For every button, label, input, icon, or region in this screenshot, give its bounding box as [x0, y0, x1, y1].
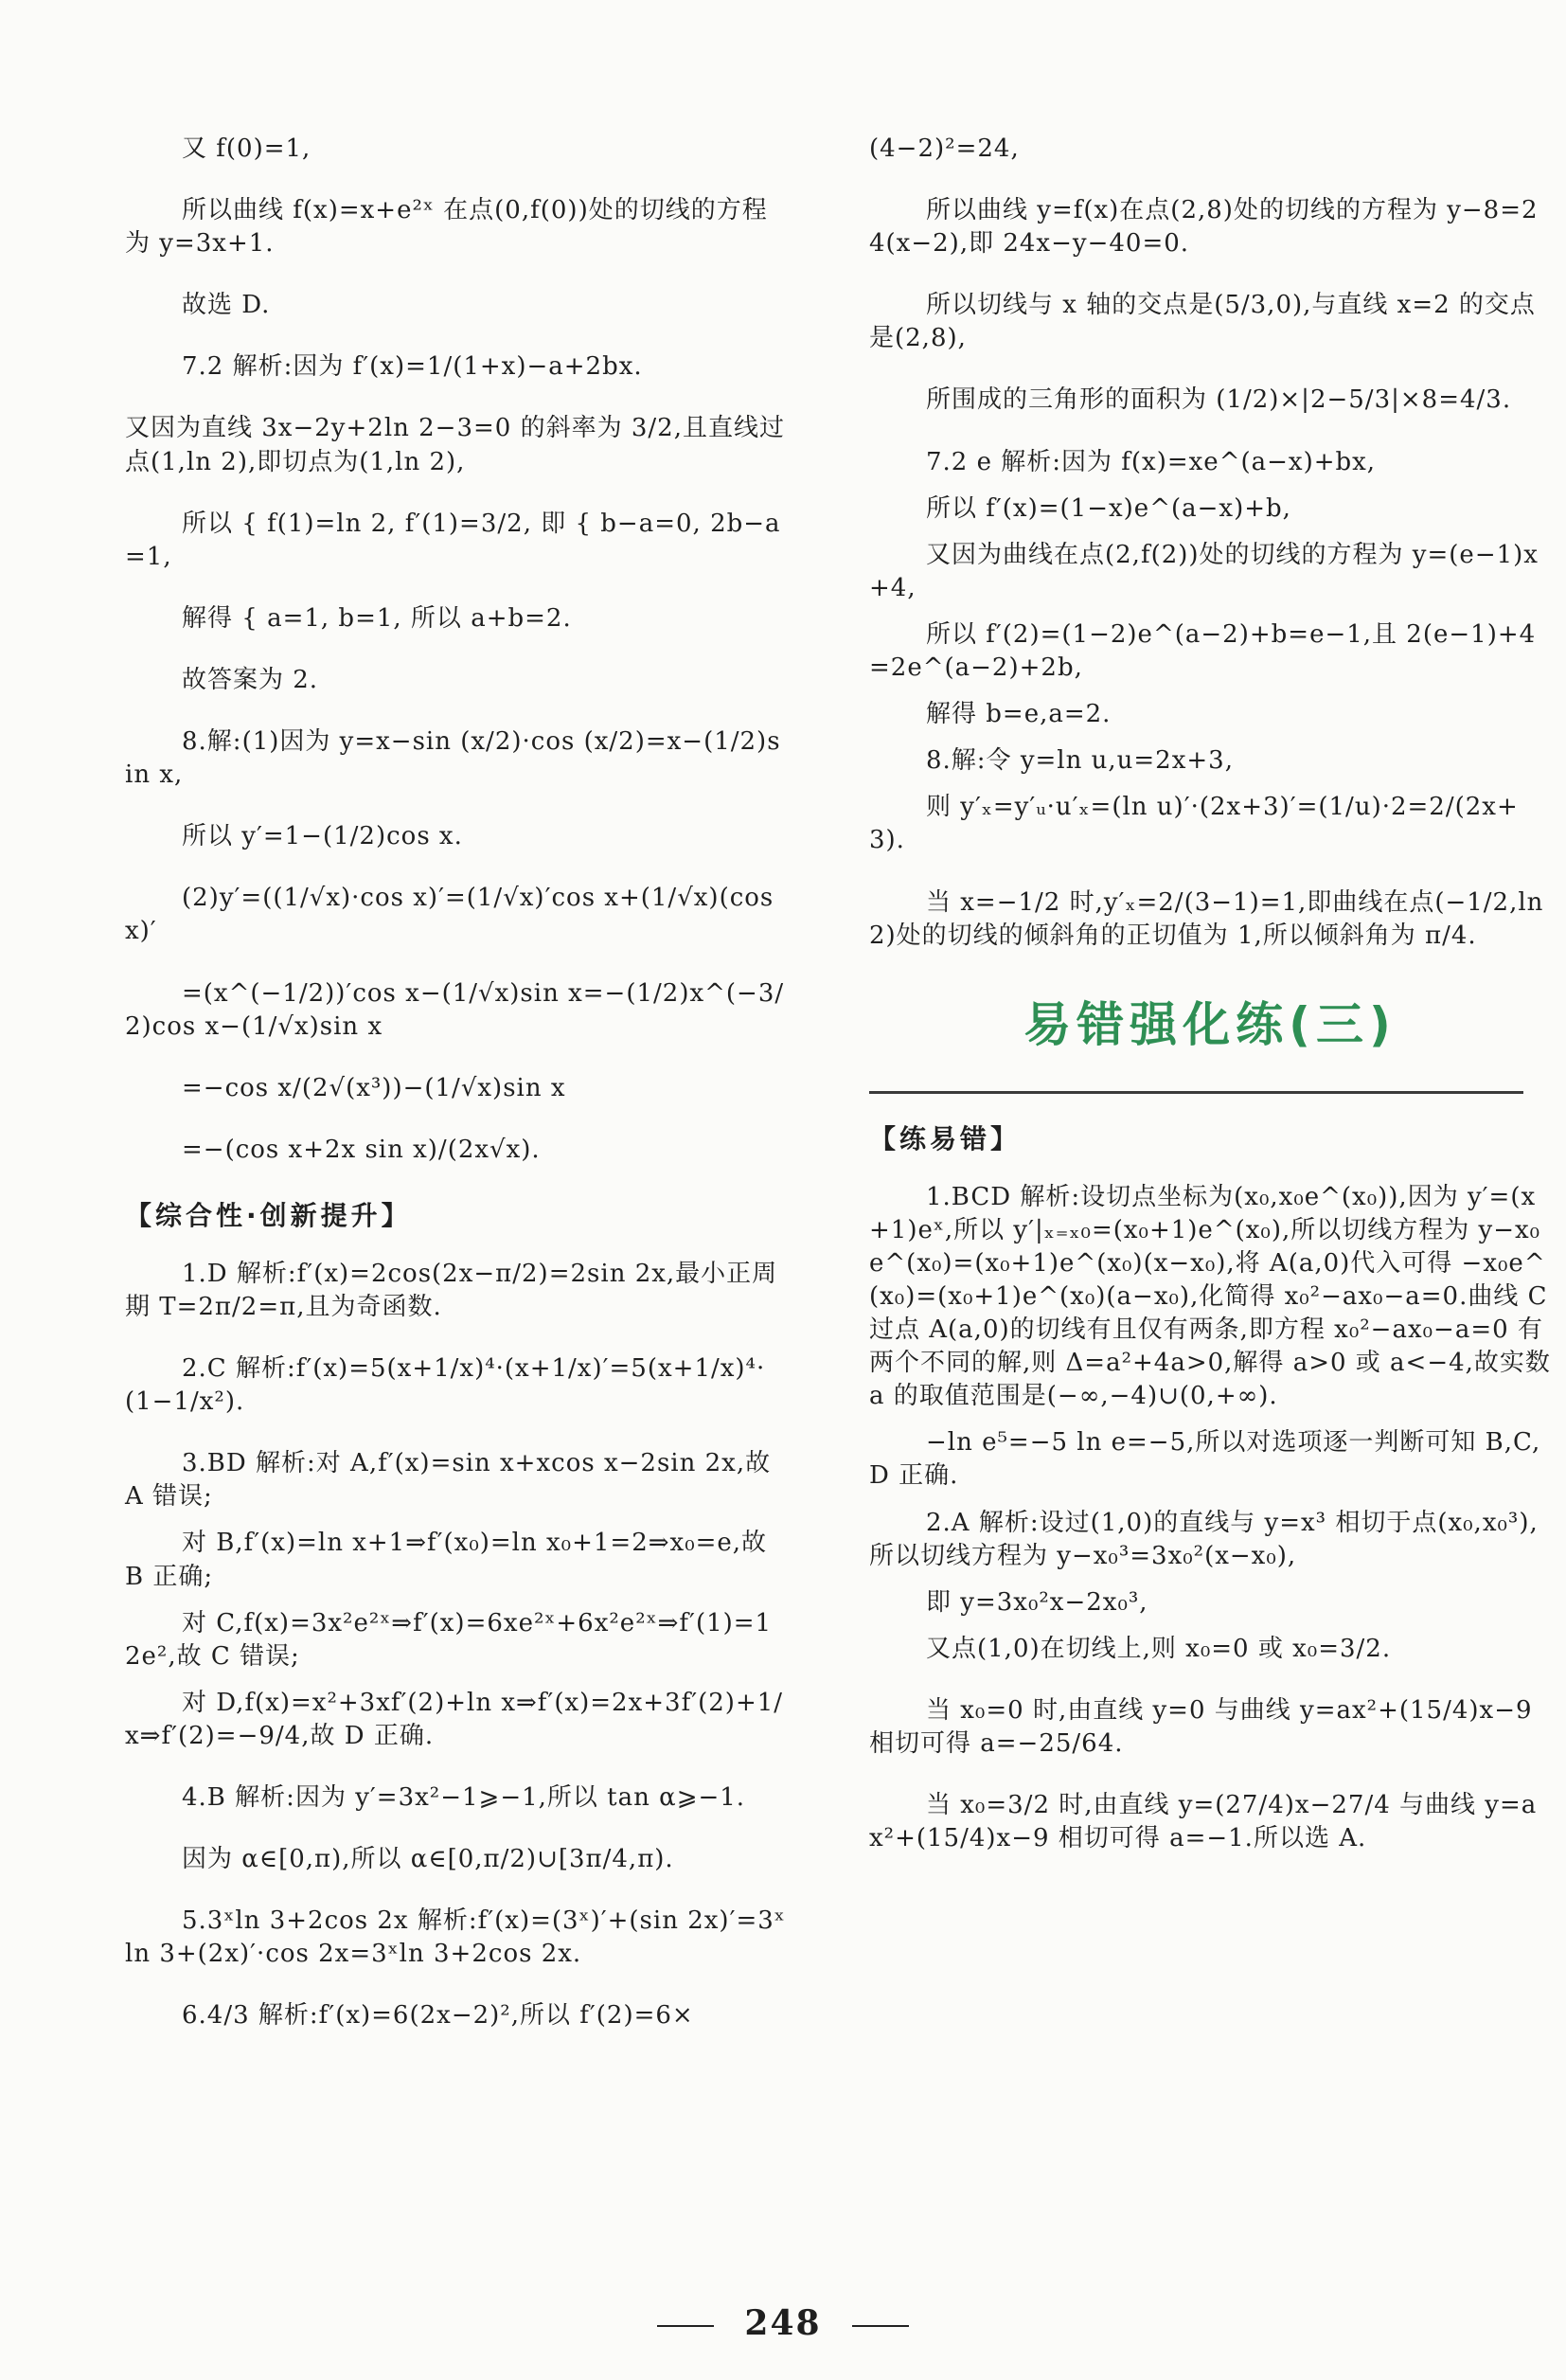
text-line: 8.解:(1)因为 y=x−sin (x/2)·cos (x/2)=x−(1/2)sin x,	[125, 727, 781, 790]
text-line: 7.2 e 解析:因为 f(x)=xe^(a−x)+bx,	[926, 447, 1377, 476]
text-line: 又因为直线 3x−2y+2ln 2−3=0 的斜率为 3/2,且直线过点(1,ln 2),即切点为(1,ln 2),	[125, 414, 785, 476]
text-line: 又点(1,0)在切线上,则 x₀=0 或 x₀=3/2.	[926, 1634, 1392, 1663]
text-line: =−(cos x+2x sin x)/(2x√x).	[182, 1135, 541, 1164]
right-column	[869, 133, 1551, 1884]
text-line: 所以 f′(2)=(1−2)e^(a−2)+b=e−1,且 2(e−1)+4=2e^(a−2)+2b,	[869, 619, 1537, 683]
text-line: 所围成的三角形的面积为 (1/2)×|2−5/3|×8=4/3.	[926, 385, 1512, 415]
text-line: 1.BCD 解析:设切点坐标为(x₀,x₀e^(x₀)),因为 y′=(x+1)eˣ,所以 y′|ₓ₌ₓ₀=(x₀+1)e^(x₀),所以切线方程为 y−x₀e^(x₀)=(x₀+1)e^(x₀)(x−x₀),将 A(a,0)代入可得 −x₀e^(x₀)=(x₀+1)e^(x₀)(a−x₀),化简得 x₀²−ax₀−a=0.曲线 C 过点 A(a,0)的切线有且仅有两条,即方程 x₀²−ax₀−a=0 有两个不同的解,则 Δ=a²+4a>0,解得 a>0 或 a<−4,故实数 a 的取值范围是(−∞,−4)∪(0,+∞).	[869, 1182, 1551, 1411]
text-line: (2)y′=((1/√x)·cos x)′=(1/√x)′cos x+(1/√x)(cos x)′	[125, 884, 774, 946]
text-line: 2.C 解析:f′(x)=5(x+1/x)⁴·(x+1/x)′=5(x+1/x)⁴·(1−1/x²).	[125, 1354, 766, 1417]
text-line: 对 B,f′(x)=ln x+1⇒f′(x₀)=ln x₀+1=2⇒x₀=e,故 B 正确;	[125, 1529, 768, 1591]
part-title: 易错强化练(三)	[1023, 996, 1397, 1052]
text-line: 所以切线与 x 轴的交点是(5/3,0),与直线 x=2 的交点是(2,8),	[869, 291, 1536, 353]
text-line: 则 y′ₓ=y′ᵤ·u′ₓ=(ln u)′·(2x+3)′=(1/u)·2=2/(2x+3).	[869, 793, 1519, 855]
text-line: 8.解:令 y=ln u,u=2x+3,	[926, 746, 1234, 776]
text-line: 解得 { a=1, b=1, 所以 a+b=2.	[182, 603, 572, 633]
text-line: 当 x₀=3/2 时,由直线 y=(27/4)x−27/4 与曲线 y=ax²+(15/4)x−9 相切可得 a=−1.所以选 A.	[869, 1791, 1538, 1853]
text-line: 故答案为 2.	[182, 665, 319, 694]
page-number: 248	[744, 2303, 822, 2343]
text-line: 即 y=3x₀²x−2x₀³,	[926, 1587, 1148, 1617]
title-divider	[869, 1091, 1523, 1094]
text-line: (4−2)²=24,	[869, 134, 1020, 163]
text-line: =−cos x/(2√(x³))−(1/√x)sin x	[182, 1073, 566, 1102]
left-column	[125, 133, 788, 2061]
text-line: 又 f(0)=1,	[182, 134, 311, 163]
footer-rule-left	[657, 2325, 714, 2327]
text-line: 所以 { f(1)=ln 2, f′(1)=3/2, 即 { b−a=0, 2b−a=1,	[125, 509, 781, 571]
section-heading: 【练易错】	[869, 1122, 1022, 1154]
text-line: 因为 α∈[0,π),所以 α∈[0,π/2)∪[3π/4,π).	[182, 1845, 674, 1874]
text-line: 当 x₀=0 时,由直线 y=0 与曲线 y=ax²+(15/4)x−9 相切可得 a=−25/64.	[869, 1695, 1533, 1758]
footer-rule-right	[852, 2325, 909, 2327]
text-line: 4.B 解析:因为 y′=3x²−1⩾−1,所以 tan α⩾−1.	[182, 1783, 746, 1812]
text-line: 当 x=−1/2 时,y′ₓ=2/(3−1)=1,即曲线在点(−1/2,ln 2)处的切线的倾斜角的正切值为 1,所以倾斜角为 π/4.	[869, 887, 1544, 950]
section-heading: 【综合性·创新提升】	[125, 1199, 412, 1231]
text-line: 1.D 解析:f′(x)=2cos(2x−π/2)=2sin 2x,最小正周期 T=2π/2=π,且为奇函数.	[125, 1259, 778, 1321]
text-line: 故选 D.	[182, 291, 271, 320]
text-line: 对 D,f(x)=x²+3xf′(2)+ln x⇒f′(x)=2x+3f′(2)+1/x⇒f′(2)=−9/4,故 D 正确.	[125, 1688, 784, 1750]
text-line: 6.4/3 解析:f′(x)=6(2x−2)²,所以 f′(2)=6×	[182, 2001, 694, 2031]
text-line: −ln e⁵=−5 ln e=−5,所以对选项逐一判断可知 B,C,D 正确.	[869, 1428, 1541, 1491]
text-line: =(x^(−1/2))′cos x−(1/√x)sin x=−(1/2)x^(−3/2)cos x−(1/√x)sin x	[125, 978, 785, 1041]
text-line: 对 C,f(x)=3x²e²ˣ⇒f′(x)=6xe²ˣ+6x²e²ˣ⇒f′(1)=12e²,故 C 错误;	[125, 1608, 773, 1671]
text-line: 2.A 解析:设过(1,0)的直线与 y=x³ 相切于点(x₀,x₀³),所以切线方程为 y−x₀³=3x₀²(x−x₀),	[869, 1508, 1539, 1570]
text-line: 5.3ˣln 3+2cos 2x 解析:f′(x)=(3ˣ)′+(sin 2x)′=3ˣln 3+(2x)′·cos 2x=3ˣln 3+2cos 2x.	[125, 1906, 786, 1969]
text-line: 所以 y′=1−(1/2)cos x.	[182, 822, 463, 851]
text-line: 所以 f′(x)=(1−x)e^(a−x)+b,	[926, 493, 1291, 523]
text-line: 又因为曲线在点(2,f(2))处的切线的方程为 y=(e−1)x+4,	[869, 540, 1539, 602]
text-line: 所以曲线 y=f(x)在点(2,8)处的切线的方程为 y−8=24(x−2),即 24x−y−40=0.	[869, 196, 1539, 259]
page-footer	[0, 2303, 1566, 2343]
text-line: 所以曲线 f(x)=x+e²ˣ 在点(0,f(0))处的切线的方程为 y=3x+1.	[125, 196, 768, 259]
text-line: 7.2 解析:因为 f′(x)=1/(1+x)−a+2bx.	[182, 352, 643, 382]
text-line: 3.BD 解析:对 A,f′(x)=sin x+xcos x−2sin 2x,故 A 错误;	[125, 1449, 772, 1512]
text-line: 解得 b=e,a=2.	[926, 700, 1112, 729]
